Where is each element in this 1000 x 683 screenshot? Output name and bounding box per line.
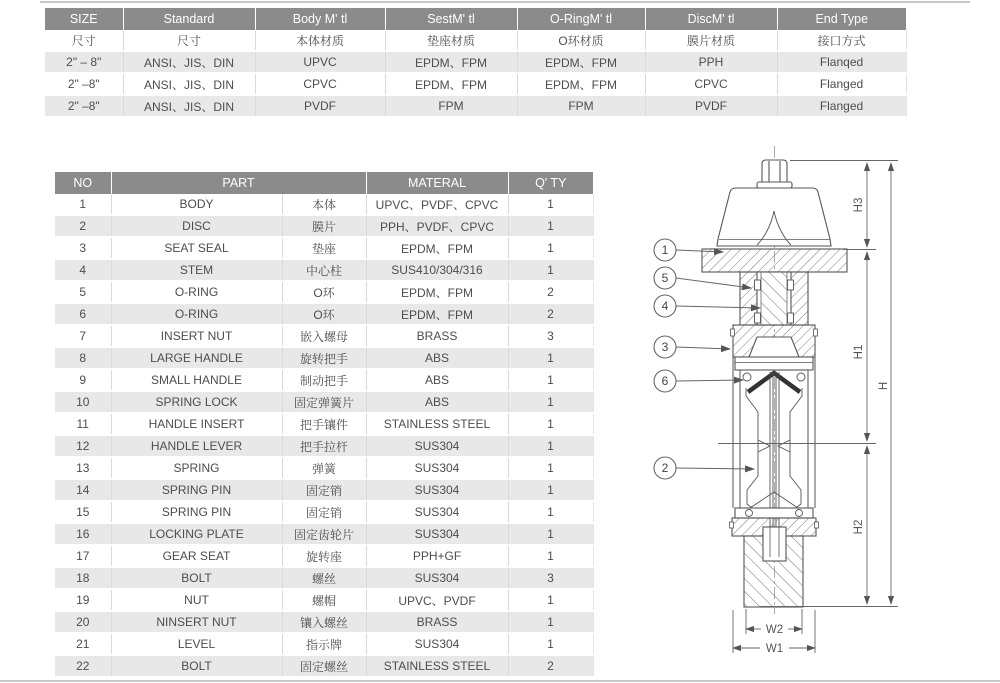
part-name-en: HANDLE INSERT: [111, 413, 282, 435]
part-material: ABS: [366, 347, 508, 369]
part-no: 3: [55, 237, 111, 259]
spec-cell: 2" –8": [45, 73, 123, 95]
part-name-cn: 螺帽: [282, 589, 366, 611]
part-material: ABS: [366, 369, 508, 391]
diaphragm-dome: [748, 373, 800, 392]
part-material: UPVC、PVDF: [366, 589, 508, 611]
part-material: BRASS: [366, 611, 508, 633]
part-name-cn: 中心柱: [282, 259, 366, 281]
part-name-cn: 弹簧: [282, 457, 366, 479]
spec-cell: CPVC: [255, 73, 385, 95]
spec-cell: EPDM、FPM: [385, 51, 517, 73]
part-no: 12: [55, 435, 111, 457]
part-name-cn: 固定销: [282, 501, 366, 523]
part-no: 15: [55, 501, 111, 523]
parts-row: [55, 589, 593, 611]
part-no: 11: [55, 413, 111, 435]
parts-header-material: MATERAL: [366, 172, 508, 194]
part-material: EPDM、FPM: [366, 281, 508, 303]
part-no: 9: [55, 369, 111, 391]
parts-row: [55, 303, 593, 325]
bottom-block: [744, 527, 803, 607]
part-name-en: DISC: [111, 215, 282, 237]
spec-cell: FPM: [517, 95, 645, 117]
spec-header-disc-mtl: DiscM' tl: [645, 8, 777, 30]
callout-5: [654, 267, 676, 289]
part-qty: 1: [508, 391, 593, 413]
part-name-cn: 指示牌: [282, 633, 366, 655]
part-name-cn: 把手镶件: [282, 413, 366, 435]
spec-cell: EPDM、FPM: [385, 73, 517, 95]
part-name-cn: O环: [282, 281, 366, 303]
valve-cross-section-drawing: [628, 140, 928, 670]
part-no: 8: [55, 347, 111, 369]
part-qty: 1: [508, 259, 593, 281]
spec-cell: PPH: [645, 51, 777, 73]
spec-cell: ANSI、JIS、DIN: [123, 73, 255, 95]
parts-row: [55, 611, 593, 633]
parts-row: [55, 435, 593, 457]
part-material: SUS410/304/316: [366, 259, 508, 281]
parts-table: [55, 172, 594, 678]
part-name-en: HANDLE LEVER: [111, 435, 282, 457]
spec-cell: ANSI、JIS、DIN: [123, 51, 255, 73]
part-name-en: LARGE HANDLE: [111, 347, 282, 369]
spec-header-seat-mtl: SestM' tl: [385, 8, 517, 30]
parts-row: [55, 281, 593, 303]
bonnet-band: [735, 357, 813, 381]
part-material: EPDM、FPM: [366, 237, 508, 259]
part-no: 5: [55, 281, 111, 303]
part-no: 18: [55, 567, 111, 589]
part-name-cn: 螺丝: [282, 567, 366, 589]
parts-row: [55, 237, 593, 259]
spec-row: [45, 95, 906, 117]
spec-subheader-cell: 接口方式: [777, 30, 906, 51]
spec-row: [45, 73, 906, 95]
part-name-cn: 旋转把手: [282, 347, 366, 369]
spec-header-oring-mtl: O-RingM' tl: [517, 8, 645, 30]
spec-subheader-cell: 垫座材质: [385, 30, 517, 51]
parts-row: [55, 523, 593, 545]
part-name-cn: 把手拉杆: [282, 435, 366, 457]
part-name-cn: 镶入螺丝: [282, 611, 366, 633]
part-material: PPH+GF: [366, 545, 508, 567]
part-name-cn: 嵌入螺母: [282, 325, 366, 347]
part-no: 2: [55, 215, 111, 237]
part-material: SUS304: [366, 567, 508, 589]
spec-header-end-type: End Type: [777, 8, 906, 30]
part-qty: 1: [508, 215, 593, 237]
part-material: STAINLESS STEEL: [366, 655, 508, 677]
spec-subheader-cell: 尺寸: [45, 30, 123, 51]
dim-label-h3: H3: [853, 197, 865, 213]
callout-2-label: 2: [661, 461, 669, 475]
part-name-en: SPRING LOCK: [111, 391, 282, 413]
parts-row: [55, 457, 593, 479]
part-qty: 1: [508, 194, 593, 215]
part-no: 21: [55, 633, 111, 655]
spec-cell: 2" – 8": [45, 51, 123, 73]
page-bottom-rule: [0, 680, 1000, 682]
spec-cell: FPM: [385, 95, 517, 117]
part-qty: 1: [508, 237, 593, 259]
part-no: 10: [55, 391, 111, 413]
parts-row: [55, 413, 593, 435]
callout-6: [654, 370, 676, 392]
part-name-en: INSERT NUT: [111, 325, 282, 347]
dim-label-h2: H2: [853, 519, 865, 535]
part-qty: 1: [508, 347, 593, 369]
parts-row: [55, 194, 593, 215]
part-name-cn: 制动把手: [282, 369, 366, 391]
part-name-en: SPRING PIN: [111, 479, 282, 501]
callout-1-label: 1: [661, 243, 669, 257]
spec-cell: PVDF: [255, 95, 385, 117]
part-no: 19: [55, 589, 111, 611]
part-qty: 2: [508, 655, 593, 677]
part-qty: 2: [508, 281, 593, 303]
part-name-cn: 固定销: [282, 479, 366, 501]
top-flange: [702, 249, 847, 272]
spec-cell: CPVC: [645, 73, 777, 95]
part-name-cn: 固定齿轮片: [282, 523, 366, 545]
spec-header-body-mtl: Body M' tl: [255, 8, 385, 30]
spec-subheader-row: [45, 30, 906, 51]
spec-header-standard: Standard: [123, 8, 255, 30]
parts-header-row: [55, 172, 593, 194]
part-no: 1: [55, 194, 111, 215]
parts-row: [55, 325, 593, 347]
part-qty: 1: [508, 589, 593, 611]
spec-cell: Flanged: [777, 73, 906, 95]
part-name-en: SPRING: [111, 457, 282, 479]
part-name-en: O-RING: [111, 281, 282, 303]
part-qty: 1: [508, 501, 593, 523]
part-name-en: SMALL HANDLE: [111, 369, 282, 391]
seat-collar: [731, 325, 818, 357]
part-no: 14: [55, 479, 111, 501]
dim-label-h: H: [878, 381, 890, 391]
spec-header-size: SIZE: [45, 8, 123, 30]
part-no: 6: [55, 303, 111, 325]
part-material: PPH、PVDF、CPVC: [366, 215, 508, 237]
part-name-en: SEAT SEAL: [111, 237, 282, 259]
callout-2: [654, 457, 676, 479]
part-name-en: LEVEL: [111, 633, 282, 655]
callout-4: [654, 295, 676, 317]
part-no: 13: [55, 457, 111, 479]
part-name-cn: 膜片: [282, 215, 366, 237]
part-qty: 1: [508, 457, 593, 479]
part-no: 4: [55, 259, 111, 281]
part-qty: 1: [508, 369, 593, 391]
parts-header-no: NO: [55, 172, 111, 194]
part-qty: 1: [508, 435, 593, 457]
parts-row: [55, 347, 593, 369]
spec-cell: PVDF: [645, 95, 777, 117]
spec-cell: Flanged: [777, 95, 906, 117]
callout-4-label: 4: [661, 299, 669, 313]
part-no: 17: [55, 545, 111, 567]
spec-cell: 2" –8": [45, 95, 123, 117]
part-qty: 1: [508, 479, 593, 501]
part-material: SUS304: [366, 457, 508, 479]
part-no: 16: [55, 523, 111, 545]
dim-label-w1: W1: [765, 643, 784, 655]
part-material: ABS: [366, 391, 508, 413]
parts-row: [55, 369, 593, 391]
part-qty: 3: [508, 325, 593, 347]
part-material: UPVC、PVDF、CPVC: [366, 194, 508, 215]
spec-cell: ANSI、JIS、DIN: [123, 95, 255, 117]
part-material: SUS304: [366, 633, 508, 655]
parts-row: [55, 391, 593, 413]
spec-cell: UPVC: [255, 51, 385, 73]
spec-cell: Flanqed: [777, 51, 906, 73]
parts-row: [55, 259, 593, 281]
parts-row: [55, 479, 593, 501]
part-name-en: SPRING PIN: [111, 501, 282, 523]
part-name-en: O-RING: [111, 303, 282, 325]
dim-label-w2: W2: [765, 624, 784, 636]
part-material: SUS304: [366, 501, 508, 523]
part-no: 22: [55, 655, 111, 677]
part-qty: 1: [508, 523, 593, 545]
part-material: EPDM、FPM: [366, 303, 508, 325]
parts-row: [55, 567, 593, 589]
part-qty: 1: [508, 611, 593, 633]
part-name-en: BOLT: [111, 567, 282, 589]
part-name-en: GEAR SEAT: [111, 545, 282, 567]
stem-nut: [757, 160, 792, 188]
parts-header-part: PART: [111, 172, 366, 194]
spec-row: [45, 51, 906, 73]
part-qty: 2: [508, 303, 593, 325]
part-qty: 3: [508, 567, 593, 589]
dim-label-h1: H1: [853, 344, 865, 360]
part-material: BRASS: [366, 325, 508, 347]
part-name-en: LOCKING PLATE: [111, 523, 282, 545]
part-name-cn: 固定螺丝: [282, 655, 366, 677]
part-name-en: BODY: [111, 194, 282, 215]
callout-1: [654, 239, 676, 261]
parts-row: [55, 545, 593, 567]
part-name-en: NINSERT NUT: [111, 611, 282, 633]
callout-3-label: 3: [661, 340, 669, 354]
spec-subheader-cell: 尺寸: [123, 30, 255, 51]
spec-table: [45, 8, 907, 118]
part-material: SUS304: [366, 479, 508, 501]
part-qty: 1: [508, 545, 593, 567]
callout-6-label: 6: [661, 374, 669, 388]
part-material: SUS304: [366, 523, 508, 545]
part-material: SUS304: [366, 435, 508, 457]
callout-bubbles: [654, 239, 676, 479]
spec-cell: EPDM、FPM: [517, 73, 645, 95]
part-name-cn: O环: [282, 303, 366, 325]
spec-header-row: [45, 8, 906, 30]
parts-row: [55, 655, 593, 677]
parts-row: [55, 215, 593, 237]
part-name-cn: 本体: [282, 194, 366, 215]
part-name-en: STEM: [111, 259, 282, 281]
spec-subheader-cell: 本体材质: [255, 30, 385, 51]
part-name-en: BOLT: [111, 655, 282, 677]
parts-header-qty: Q' TY: [508, 172, 593, 194]
part-name-cn: 旋转座: [282, 545, 366, 567]
page-top-rule: [40, 1, 970, 3]
part-name-cn: 固定弹簧片: [282, 391, 366, 413]
part-name-cn: 垫座: [282, 237, 366, 259]
spec-cell: EPDM、FPM: [517, 51, 645, 73]
parts-row: [55, 633, 593, 655]
part-name-en: NUT: [111, 589, 282, 611]
spec-subheader-cell: O环材质: [517, 30, 645, 51]
part-qty: 1: [508, 413, 593, 435]
part-no: 7: [55, 325, 111, 347]
parts-row: [55, 501, 593, 523]
bonnet-cap: [717, 188, 831, 246]
spec-subheader-cell: 膜片材质: [645, 30, 777, 51]
part-qty: 1: [508, 633, 593, 655]
callout-5-label: 5: [661, 271, 669, 285]
callout-3: [654, 336, 676, 358]
lower-flange: [735, 508, 813, 518]
stem-column: [740, 272, 808, 325]
part-material: STAINLESS STEEL: [366, 413, 508, 435]
part-no: 20: [55, 611, 111, 633]
